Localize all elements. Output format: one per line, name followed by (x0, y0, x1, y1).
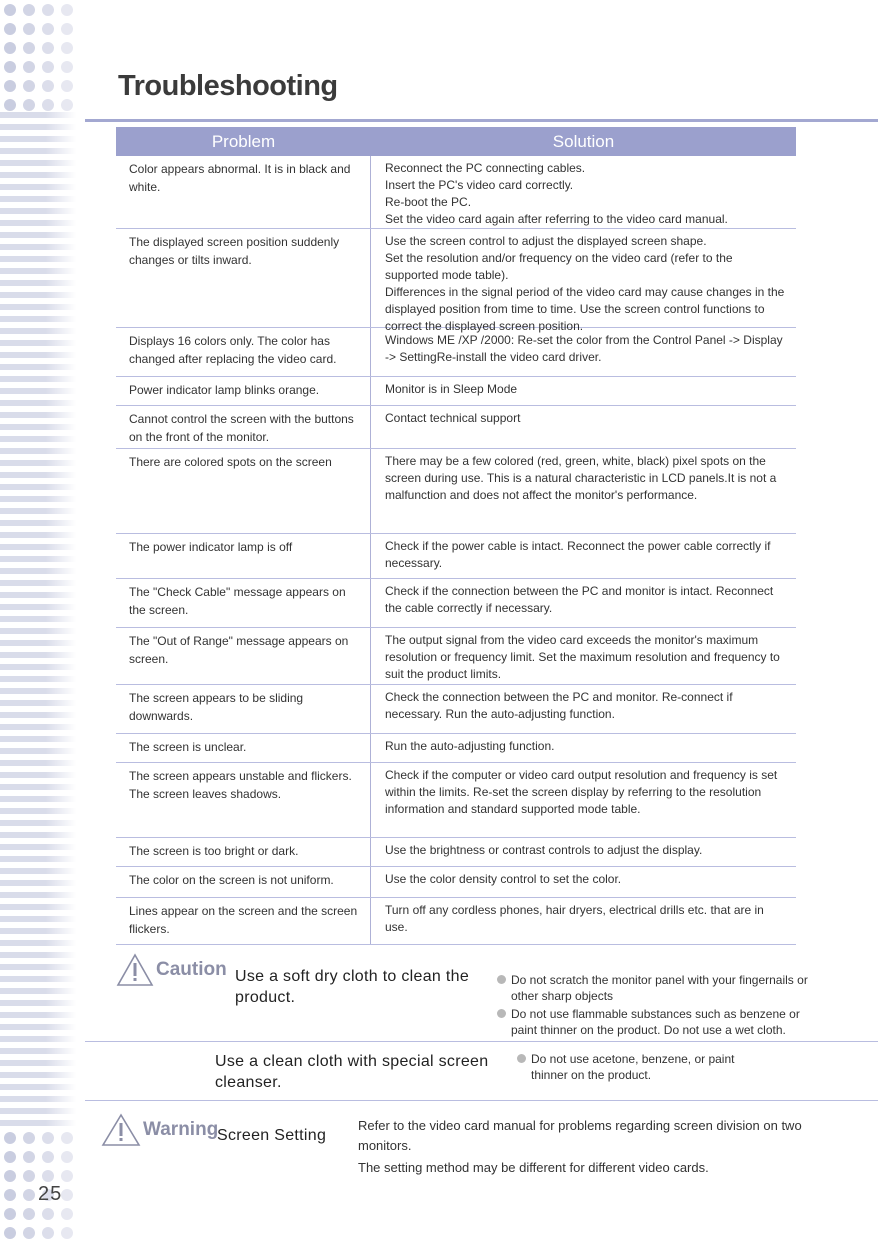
decor-dot (23, 61, 35, 73)
troubleshooting-table (116, 127, 796, 945)
table-row (116, 449, 796, 534)
solution-cell (371, 734, 796, 762)
decor-dot (42, 99, 54, 111)
solution-text: Use the color density control to set the color. (385, 872, 622, 886)
problem-cell (116, 838, 371, 866)
solution-text: Check if the computer or video card output resolution and frequency is set within the limits. Re-set the screen display by referring to the resolution information and standard supported mode table. (385, 768, 778, 816)
solution-text: Windows ME /XP /2000: Re-set the color from the Control Panel -> Display -> SettingRe-install the video card driver. (385, 333, 783, 364)
solution-text: Re-boot the PC. (385, 195, 472, 209)
warning-label (101, 1113, 218, 1147)
caution-icon (116, 953, 154, 987)
bullet-dot-icon (497, 975, 506, 984)
decor-dot (4, 1170, 16, 1182)
warning-line: The setting method may be different for different video cards. (358, 1160, 709, 1175)
problem-cell (116, 898, 371, 944)
caution-main-2: Use a clean cloth with special screen cleanser. (215, 1053, 489, 1091)
table-row (116, 734, 796, 763)
decor-dot (42, 1151, 54, 1163)
title-rule (85, 119, 878, 122)
decor-dot (61, 42, 73, 54)
decor-dot (42, 61, 54, 73)
problem-text: Power indicator lamp blinks orange. (129, 383, 320, 397)
solution-text: Run the auto-adjusting function. (385, 739, 555, 753)
warning-icon (101, 1113, 141, 1147)
bullet-dot-icon (497, 1009, 506, 1018)
problem-cell (116, 579, 371, 627)
problem-text: The screen is too bright or dark. (129, 844, 299, 858)
warning-divider (85, 1100, 878, 1101)
bullet-text: Do not use flammable substances such as benzene or paint thinner on the product. Do not use a wet cloth. (511, 1007, 800, 1037)
decor-dot (4, 23, 16, 35)
decor-dot (42, 23, 54, 35)
decor-dot (61, 1170, 73, 1182)
problem-cell (116, 449, 371, 533)
decor-dot (4, 4, 16, 16)
decor-dot (61, 23, 73, 35)
decor-dot (4, 80, 16, 92)
decor-dot (4, 99, 16, 111)
solution-text: Check if the power cable is intact. Reconnect the power cable correctly if necessary. (385, 539, 771, 570)
problem-text: The screen is unclear. (129, 740, 247, 754)
decor-dot (23, 1189, 35, 1201)
bullet-dot-icon (517, 1054, 526, 1063)
decor-dot (23, 1132, 35, 1144)
decor-dot (23, 1170, 35, 1182)
problem-cell (116, 377, 371, 405)
decor-dot (23, 1151, 35, 1163)
problem-text: There are colored spots on the screen (129, 455, 332, 469)
warning-word: Warning (143, 1119, 219, 1140)
problem-cell (116, 406, 371, 448)
solution-text: Check the connection between the PC and monitor. Re-connect if necessary. Run the auto-adjusting function. (385, 690, 733, 721)
decor-dot (42, 42, 54, 54)
decor-dot (4, 1208, 16, 1220)
stripe-pattern (0, 112, 76, 1127)
warning-title: Screen Setting (217, 1127, 327, 1144)
solution-cell (371, 328, 796, 376)
solution-cell (371, 867, 796, 897)
decor-dot (61, 99, 73, 111)
solution-text: Use the screen control to adjust the displayed screen shape. (385, 234, 707, 248)
problem-cell (116, 867, 371, 897)
table-row (116, 406, 796, 449)
problem-cell (116, 534, 371, 578)
decor-dot (4, 1151, 16, 1163)
solution-cell (371, 685, 796, 733)
bullet-text: Do not use acetone, benzene, or paint thinner on the product. (531, 1052, 735, 1082)
problem-text: The displayed screen position suddenly changes or tilts inward. (129, 235, 340, 267)
problem-cell (116, 685, 371, 733)
solution-cell (371, 628, 796, 684)
problem-text: The "Check Cable" message appears on the screen. (129, 585, 346, 617)
decor-dot (42, 1132, 54, 1144)
table-row (116, 628, 796, 685)
problem-cell (116, 328, 371, 376)
solution-cell (371, 763, 796, 837)
header-problem: Problem (211, 131, 276, 151)
solution-text: Reconnect the PC connecting cables. (385, 161, 586, 175)
decor-dot (4, 42, 16, 54)
decor-dot (4, 1227, 16, 1239)
solution-cell (371, 898, 796, 944)
decor-dot (42, 1227, 54, 1239)
problem-cell (116, 763, 371, 837)
problem-text: The power indicator lamp is off (129, 540, 293, 554)
table-row (116, 685, 796, 734)
warning-text (358, 1116, 818, 1178)
decor-dot (61, 1189, 73, 1201)
header-solution: Solution (552, 131, 615, 151)
caution-main-1: Use a soft dry cloth to clean the product. (235, 968, 470, 1006)
problem-cell (116, 229, 371, 327)
solution-text: Set the resolution and/or frequency on the video card (refer to the supported mode table). (385, 251, 733, 282)
decor-dot (42, 1170, 54, 1182)
dot-pattern-top (0, 0, 80, 112)
decor-dot (23, 1227, 35, 1239)
table-row (116, 534, 796, 579)
table-row (116, 838, 796, 867)
bullet-item (497, 1006, 817, 1038)
decor-dot (61, 80, 73, 92)
decor-dot (61, 1132, 73, 1144)
page-title: Troubleshooting (118, 70, 338, 102)
caution-word: Caution (156, 959, 227, 980)
solution-text: Monitor is in Sleep Mode (385, 382, 518, 396)
problem-text: The screen appears to be sliding downwards. (129, 691, 304, 723)
solution-cell (371, 156, 796, 228)
solution-text: There may be a few colored (red, green, white, black) pixel spots on the screen during use. This is a natural characteristic in LCD panels.It is not a malfunction and does not affect the monitor's performance. (385, 454, 777, 502)
caution-bullets-2 (517, 1051, 767, 1085)
decor-dot (23, 1208, 35, 1220)
decor-dot (4, 1189, 16, 1201)
decor-dot (61, 1208, 73, 1220)
decor-dot (42, 1208, 54, 1220)
solution-cell (371, 377, 796, 405)
table-row (116, 156, 796, 229)
table-body (116, 156, 796, 945)
caution-bullets-1 (497, 972, 817, 1040)
table-header (116, 127, 796, 156)
table-row (116, 763, 796, 838)
solution-cell (371, 449, 796, 533)
bullet-text: Do not scratch the monitor panel with your fingernails or other sharp objects (511, 973, 808, 1003)
problem-text: Lines appear on the screen and the screen flickers. (129, 904, 358, 936)
warning-line: Refer to the video card manual for problems regarding screen division on two monitors. (358, 1118, 802, 1153)
problem-cell (116, 734, 371, 762)
decor-dot (42, 4, 54, 16)
solution-cell (371, 579, 796, 627)
solution-text: Check if the connection between the PC and monitor is intact. Reconnect the cable correctly if necessary. (385, 584, 774, 615)
table-row (116, 377, 796, 406)
problem-cell (116, 156, 371, 228)
decor-dot (23, 42, 35, 54)
problem-text: Displays 16 colors only. The color has changed after replacing the video card. (129, 334, 337, 366)
margin-decoration (0, 0, 80, 1240)
table-row (116, 898, 796, 945)
problem-text: The color on the screen is not uniform. (129, 873, 334, 887)
decor-dot (61, 1227, 73, 1239)
solution-text: Insert the PC's video card correctly. (385, 178, 574, 192)
solution-text: Use the brightness or contrast controls to adjust the display. (385, 843, 703, 857)
solution-cell (371, 406, 796, 448)
problem-cell (116, 628, 371, 684)
solution-cell (371, 229, 796, 333)
problem-text: The screen appears unstable and flickers. (129, 769, 352, 783)
decor-dot (4, 61, 16, 73)
decor-dot (61, 4, 73, 16)
table-row (116, 579, 796, 628)
bullet-item (497, 972, 817, 1004)
bullet-item (517, 1051, 767, 1083)
solution-text: Set the video card again after referring to the video card manual. (385, 212, 728, 226)
solution-text: The output signal from the video card exceeds the monitor's maximum resolution or frequency limit. Set the maximum resolution and frequency to suit the product limits. (385, 633, 780, 681)
decor-dot (61, 61, 73, 73)
solution-text: Contact technical support (385, 411, 521, 425)
decor-dot (23, 99, 35, 111)
decor-dot (23, 80, 35, 92)
table-row (116, 229, 796, 333)
decor-dot (23, 23, 35, 35)
decor-dot (23, 4, 35, 16)
page-number: 25 (38, 1183, 63, 1205)
caution-divider (85, 1041, 878, 1042)
solution-text: Turn off any cordless phones, hair dryers, electrical drills etc. that are in use. (385, 903, 764, 934)
table-row (116, 328, 796, 377)
solution-cell (371, 534, 796, 578)
problem-text: The screen leaves shadows. (129, 787, 282, 801)
problem-text: The "Out of Range" message appears on screen. (129, 634, 349, 666)
caution-label (116, 953, 227, 987)
decor-dot (42, 80, 54, 92)
decor-dot (61, 1151, 73, 1163)
solution-cell (371, 838, 796, 866)
problem-text: Color appears abnormal. It is in black and white. (129, 162, 351, 194)
problem-text: Cannot control the screen with the buttons on the front of the monitor. (129, 412, 354, 444)
solution-text: Differences in the signal period of the video card may cause changes in the displayed position from time to time. Use the screen control functions to correct the displayed screen position. (385, 285, 785, 333)
decor-dot (4, 1132, 16, 1144)
table-row (116, 867, 796, 898)
